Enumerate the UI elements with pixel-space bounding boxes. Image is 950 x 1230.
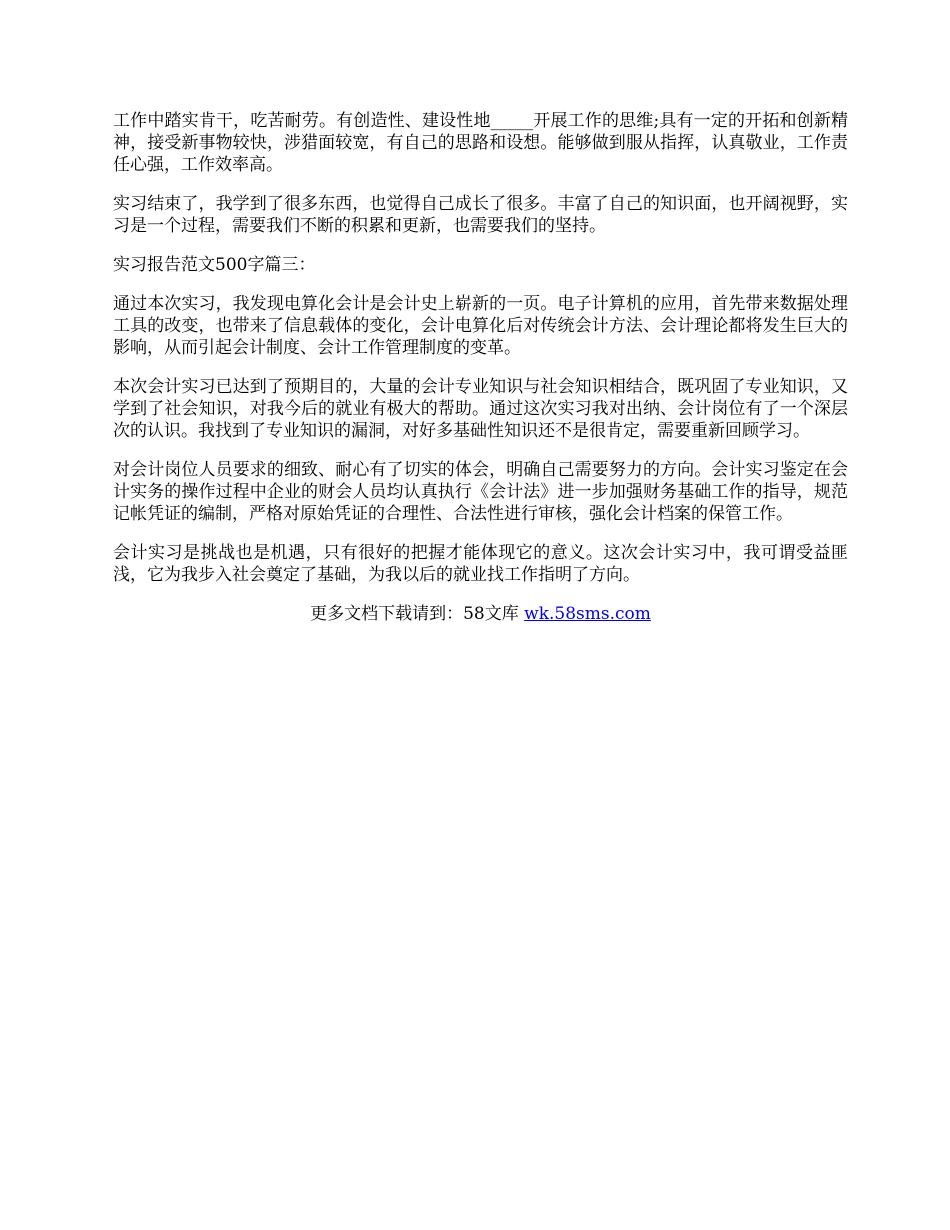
download-footer [113, 603, 848, 625]
section-heading: 实习报告范文500字篇三： [113, 255, 316, 275]
paragraph-accounting-positions: 对会计岗位人员要求的细致、耐心有了切实的体会，明确自己需要努力的方向。会计实习鉴定在会计实务的操作过程中企业的财会人员均认真执行《会计法》进一步加强财务基础工作的指导，规范记帐凭证的编制，严格对原始凭证的合理性、合法性进行审核，强化会计档案的保管工作。 [113, 460, 848, 524]
paragraph-computerized-accounting: 通过本次实习，我发现电算化会计是会计史上崭新的一页。电子计算机的应用，首先带来数据处理工具的改变，也带来了信息载体的变化，会计电算化后对传统会计方法、会计理论都将发生巨大的影响，从而引起会计制度、会计工作管理制度的变革。 [113, 294, 848, 358]
footer-prefix: 更多文档下载请到：58文库 [310, 604, 525, 624]
paragraph-conclusion: 会计实习是挑战也是机遇，只有很好的把握才能体现它的意义。这次会计实习中，我可谓受益匪浅，它为我步入社会奠定了基础，为我以后的就业找工作指明了方向。 [113, 543, 848, 585]
document-body [113, 110, 848, 625]
paragraph-work-attitude: 工作中踏实肯干，吃苦耐劳。有创造性、建设性地_____开展工作的思维;具有一定的开拓和创新精神，接受新事物较快，涉猎面较宽，有自己的思路和设想。能够做到服从指挥，认真敬业，工作责任心强，工作效率高。 [113, 111, 848, 175]
footer-link[interactable]: wk.58sms.com [524, 604, 651, 624]
paragraph-internship-end: 实习结束了，我学到了很多东西，也觉得自己成长了很多。丰富了自己的知识面，也开阔视野，实习是一个过程，需要我们不断的积累和更新，也需要我们的坚持。 [113, 194, 848, 236]
paragraph-internship-goals: 本次会计实习已达到了预期目的，大量的会计专业知识与社会知识相结合，既巩固了专业知识，又学到了社会知识，对我今后的就业有极大的帮助。通过这次实习我对出纳、会计岗位有了一个深层次的认识。我找到了专业知识的漏洞，对好多基础性知识还不是很肯定，需要重新回顾学习。 [113, 377, 848, 441]
